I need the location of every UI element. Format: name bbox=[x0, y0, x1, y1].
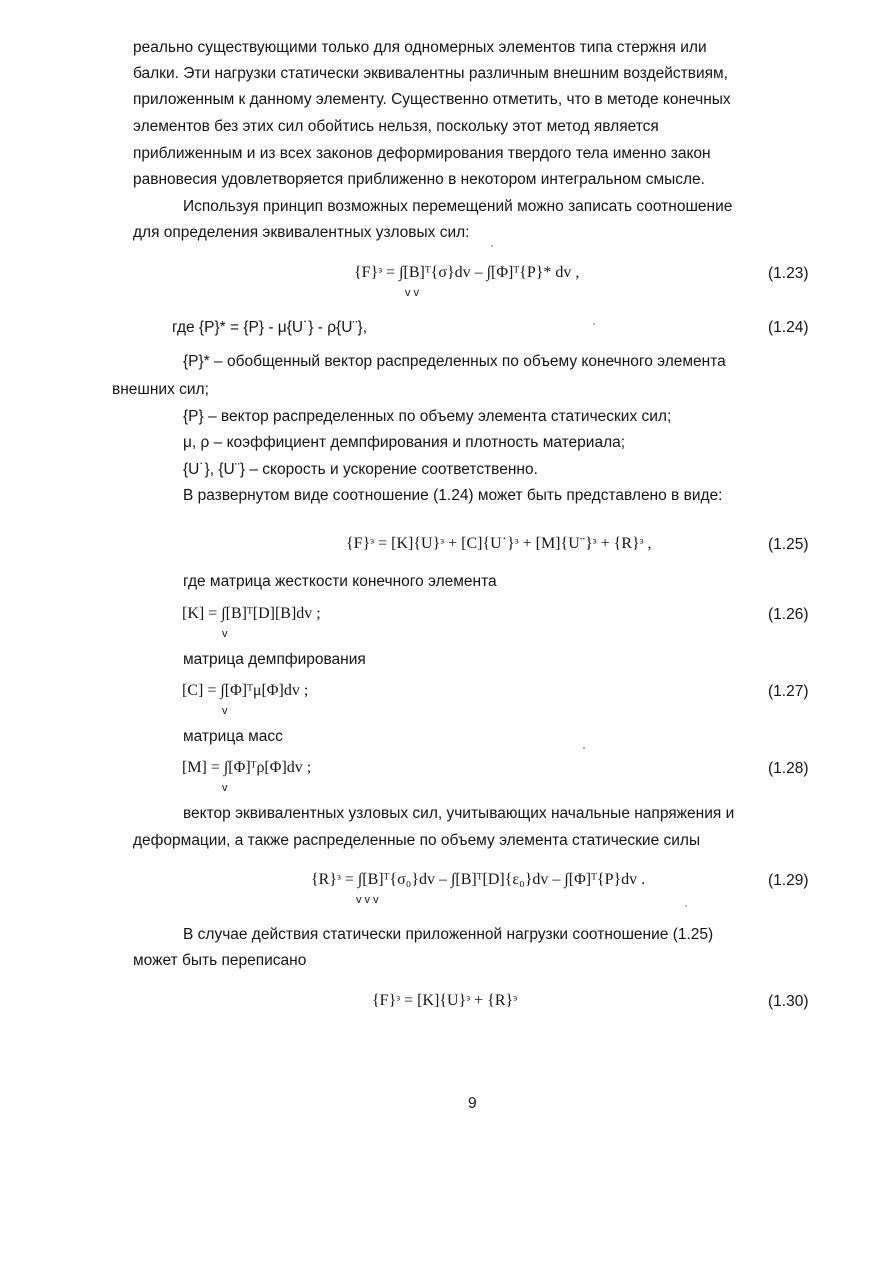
equation-1-27: [C] = ∫[Φ]ᵀμ[Φ]dv ; bbox=[182, 682, 309, 699]
paragraph-line: вектор эквивалентных узловых сил, учитывающих начальные напряжения и bbox=[183, 805, 735, 822]
equation-1-24: где {P}* = {P} - μ{U˙} - ρ{U¨}, bbox=[172, 319, 368, 336]
paragraph-line: равновесия удовлетворяется приближенно в некотором интегральном смысле. bbox=[133, 171, 705, 188]
paragraph-line: элементов без этих сил обойтись нельзя, поскольку этот метод является bbox=[133, 118, 659, 135]
paragraph-line: В развернутом виде соотношение (1.24) может быть представлено в виде: bbox=[183, 487, 723, 504]
paragraph-line: деформации, а также распределенные по объему элемента статические силы bbox=[133, 832, 701, 849]
equation-1-30: {F}ᵌ = [K]{U}ᵌ + {R}ᵌ bbox=[372, 992, 518, 1009]
definition-line: μ, ρ – коэффициент демпфирования и плотность материала; bbox=[183, 434, 626, 451]
paragraph-line: приближенным и из всех законов деформирования твердого тела именно закон bbox=[133, 145, 711, 162]
equation-1-29: {R}ᵌ = ∫[B]ᵀ{σ₀}dv – ∫[B]ᵀ[D]{ε₀}dv – ∫[Φ]ᵀ{P}dv . bbox=[311, 871, 646, 888]
equation-1-27-subscripts: v bbox=[222, 705, 228, 717]
scan-speck bbox=[593, 323, 595, 325]
scan-speck bbox=[583, 747, 585, 749]
scan-speck bbox=[685, 905, 687, 907]
definition-line: {P} – вектор распределенных по объему элемента статических сил; bbox=[183, 408, 672, 425]
equation-number: (1.26) bbox=[768, 606, 809, 623]
equation-1-23-subscripts: v v bbox=[405, 287, 420, 299]
paragraph-line: для определения эквивалентных узловых сил: bbox=[133, 224, 470, 241]
equation-number: (1.24) bbox=[768, 319, 809, 336]
paragraph-line: Используя принцип возможных перемещений можно записать соотношение bbox=[183, 198, 733, 215]
paragraph-line: может быть переписано bbox=[133, 952, 307, 969]
equation-1-26: [K] = ∫[B]ᵀ[D][B]dv ; bbox=[182, 605, 321, 622]
equation-1-28-subscripts: v bbox=[222, 782, 228, 794]
definition-line: внешних сил; bbox=[112, 381, 209, 398]
equation-1-26-subscripts: v bbox=[222, 628, 228, 640]
equation-number: (1.30) bbox=[768, 993, 809, 1010]
paragraph-line: матрица масс bbox=[183, 728, 283, 745]
scan-speck bbox=[491, 245, 493, 247]
equation-1-25: {F}ᵌ = [K]{U}ᵌ + [C]{U˙}ᵌ + [M]{U¨}ᵌ + {R}ᵌ , bbox=[346, 535, 652, 552]
equation-number: (1.25) bbox=[768, 536, 809, 553]
page-number: 9 bbox=[468, 1095, 477, 1112]
paragraph-line: балки. Эти нагрузки статически эквивалентны различным внешним воздействиям, bbox=[133, 65, 728, 82]
equation-1-28: [M] = ∫[Φ]ᵀρ[Φ]dv ; bbox=[182, 759, 312, 776]
equation-1-29-subscripts: v v v bbox=[356, 894, 379, 906]
equation-1-23: {F}ᵌ = ∫[B]ᵀ{σ}dv – ∫[Φ]ᵀ{P}* dv , bbox=[354, 264, 580, 281]
paragraph-line: где матрица жесткости конечного элемента bbox=[183, 573, 497, 590]
equation-number: (1.29) bbox=[768, 872, 809, 889]
equation-number: (1.27) bbox=[768, 683, 809, 700]
definition-line: {U˙}, {U¨} – скорость и ускорение соответственно. bbox=[183, 461, 538, 478]
paragraph-line: В случае действия статически приложенной нагрузки соотношение (1.25) bbox=[183, 926, 714, 943]
paragraph-line: матрица демпфирования bbox=[183, 651, 366, 668]
definition-line: {P}* – обобщенный вектор распределенных по объему конечного элемента bbox=[183, 353, 726, 370]
equation-number: (1.23) bbox=[768, 265, 809, 282]
equation-number: (1.28) bbox=[768, 760, 809, 777]
paragraph-line: реально существующими только для одномерных элементов типа стержня или bbox=[133, 39, 707, 56]
paragraph-line: приложенным к данному элементу. Существенно отметить, что в методе конечных bbox=[133, 91, 731, 108]
